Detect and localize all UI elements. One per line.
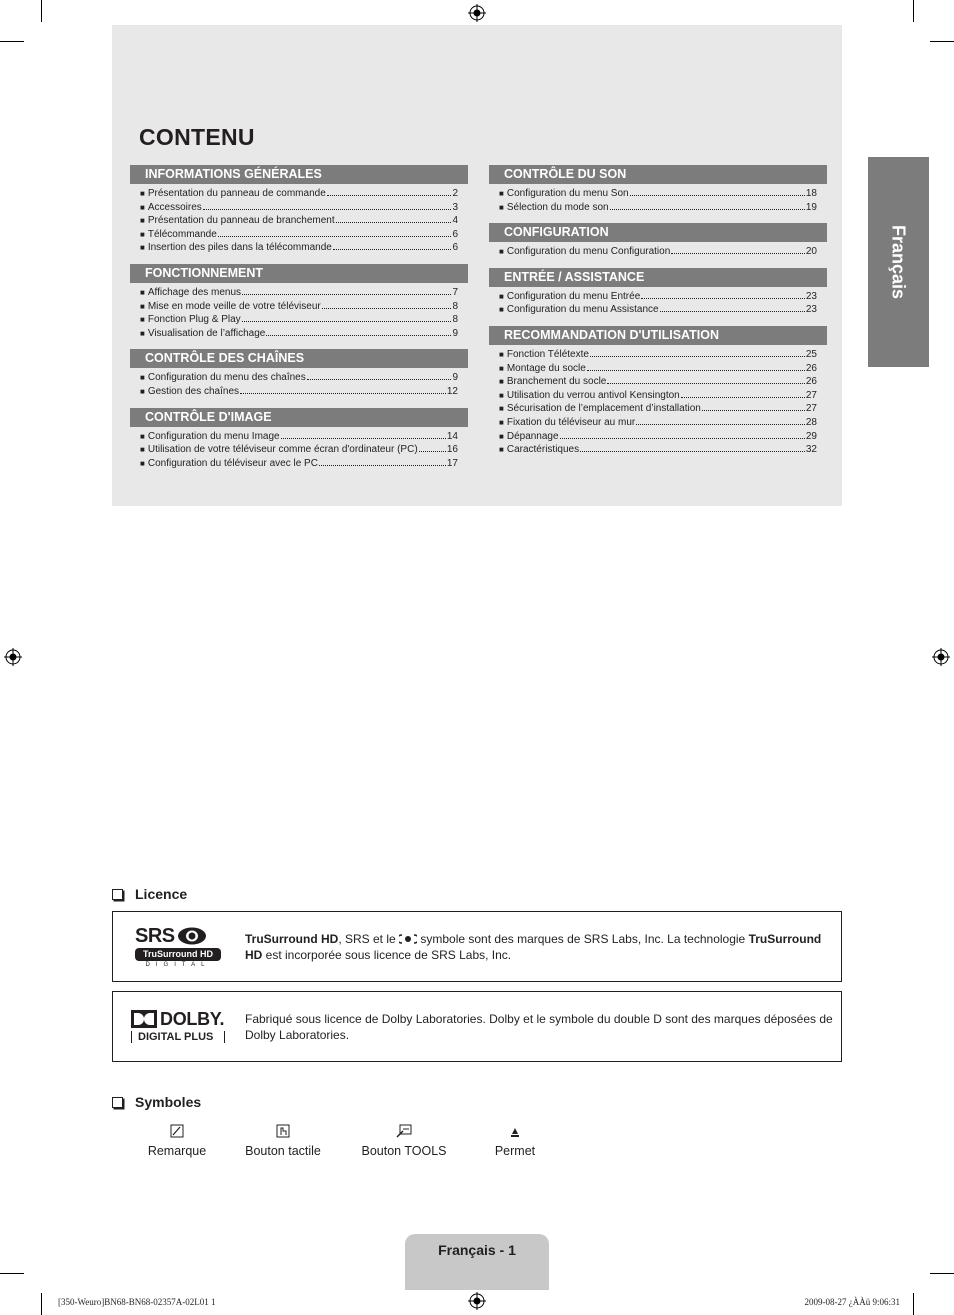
srs-inline-symbol-icon xyxy=(399,934,417,944)
touch-button-icon xyxy=(276,1124,290,1138)
toc-entry-page: 6 xyxy=(452,242,458,254)
symbol-note xyxy=(117,1120,237,1158)
toc-entry[interactable] xyxy=(489,187,827,201)
symbol-label: Bouton TOOLS xyxy=(361,1144,447,1158)
toc-entry-page: 4 xyxy=(452,215,458,227)
square-bullet-icon: ■ xyxy=(140,301,145,311)
toc-entry-page: 20 xyxy=(805,246,817,258)
square-bullet-icon: ■ xyxy=(140,315,145,325)
dolby-logo xyxy=(131,1010,231,1043)
toc-entry-label: Fixation du téléviseur au mur xyxy=(506,416,636,428)
dot-leader xyxy=(630,195,805,196)
toc-entry-label: Configuration du menu Image xyxy=(147,430,280,442)
step-icon xyxy=(509,1124,521,1138)
toc-entry[interactable] xyxy=(489,245,827,259)
toc-entry[interactable] xyxy=(130,457,468,471)
dot-leader xyxy=(336,222,452,223)
toc-section-heading: CONTRÔLE DU SON xyxy=(489,165,827,184)
square-bullet-icon: ■ xyxy=(140,189,145,198)
symbol-label: Permet xyxy=(494,1144,536,1158)
srs-text-bold: TruSurround HD xyxy=(245,932,339,946)
square-bullet-icon: ■ xyxy=(140,287,145,297)
toc-entry-page: 17 xyxy=(446,457,458,469)
toc-entry-label: Configuration du menu Configuration xyxy=(506,246,671,258)
toc-section-heading: CONFIGURATION xyxy=(489,223,827,242)
toc-entry-label: Présentation du panneau de branchement xyxy=(147,215,335,227)
toc-section-heading: RECOMMANDATION D'UTILISATION xyxy=(489,326,827,345)
toc-entry-label: Affichage des menus xyxy=(147,286,242,298)
crop-mark xyxy=(0,41,24,42)
footer-file-info: [350-Weuro]BN68-BN68-02357A-02L01 1 xyxy=(58,1297,216,1307)
toc-entry[interactable] xyxy=(489,375,827,389)
toc-entry[interactable] xyxy=(130,286,468,300)
crop-mark xyxy=(41,1293,42,1315)
square-bullet-icon: ■ xyxy=(499,349,504,359)
dot-leader xyxy=(641,298,805,299)
toc-entry-label: Fonction Plug & Play xyxy=(147,314,241,326)
footer-timestamp: 2009-08-27 ¿ÀÀü 9:06:31 xyxy=(804,1297,900,1307)
dot-leader xyxy=(242,294,451,295)
toc-entry-label: Sélection du mode son xyxy=(506,201,609,213)
srs-logo-sub: TruSurround HD xyxy=(135,948,221,961)
toc-entry-page: 19 xyxy=(805,201,817,213)
toc-right-column xyxy=(489,165,827,466)
toc-entry[interactable] xyxy=(130,214,468,228)
toc-entry-page: 25 xyxy=(805,348,817,360)
dot-leader xyxy=(660,311,805,312)
toc-entry[interactable] xyxy=(489,303,827,317)
dot-leader xyxy=(333,249,452,250)
square-bullet-icon: ■ xyxy=(499,417,504,427)
tools-button-icon xyxy=(396,1124,412,1138)
toc-entry-label: Configuration du menu Son xyxy=(506,188,629,199)
square-bullet-icon: ■ xyxy=(499,445,504,455)
square-bullet-icon: ■ xyxy=(140,243,145,253)
srs-text: , SRS et le xyxy=(338,932,400,946)
toc-entry[interactable] xyxy=(130,187,468,201)
crop-mark xyxy=(913,0,914,22)
toc-entry[interactable] xyxy=(489,430,827,444)
toc-entry[interactable] xyxy=(489,201,827,215)
toc-entry-label: Branchement du socle xyxy=(506,376,607,388)
registration-mark-icon xyxy=(4,648,22,666)
dot-leader xyxy=(203,209,452,210)
square-bullet-icon: ■ xyxy=(140,386,145,396)
toc-section-heading: FONCTIONNEMENT xyxy=(130,264,468,283)
dot-leader xyxy=(671,253,805,254)
toc-entry-label: Accessoires xyxy=(147,201,202,213)
toc-entry[interactable] xyxy=(489,443,827,457)
toc-entry-page: 27 xyxy=(805,389,817,401)
registration-mark-icon xyxy=(468,1292,486,1310)
toc-entry-page: 27 xyxy=(805,403,817,415)
dot-leader xyxy=(307,379,452,380)
dot-leader xyxy=(681,397,805,398)
toc-entry-page: 23 xyxy=(805,304,817,316)
toc-entry[interactable] xyxy=(130,385,468,399)
toc-section xyxy=(130,408,468,471)
toc-entry-label: Utilisation de votre téléviseur comme écran d'ordinateur (PC) xyxy=(147,444,418,456)
toc-entry-page: 8 xyxy=(452,300,458,312)
square-bullet-icon: ■ xyxy=(499,291,504,301)
square-bullet-icon: ■ xyxy=(499,305,504,315)
dot-leader xyxy=(322,308,452,309)
toc-section xyxy=(489,326,827,457)
dolby-licence-text: Fabriqué sous licence de Dolby Laboratories. Dolby et le symbole du double D sont des marques déposées de Dolby Laboratories. xyxy=(245,1012,833,1042)
srs-licence-text xyxy=(245,931,835,963)
toc-entry[interactable] xyxy=(489,362,827,376)
dot-leader xyxy=(281,438,446,439)
registration-mark-icon xyxy=(468,4,486,22)
toc-entry-page: 9 xyxy=(452,327,458,339)
srs-licence-box xyxy=(112,911,842,982)
square-bullet-icon: ■ xyxy=(499,390,504,400)
toc-entry-label: Montage du socle xyxy=(506,362,586,374)
toc-entry-label: Configuration du menu des chaînes xyxy=(147,372,306,384)
page-title: CONTENU xyxy=(139,124,255,150)
square-bullet-icon: ■ xyxy=(499,189,504,198)
toc-entry[interactable] xyxy=(130,371,468,385)
toc-section xyxy=(489,165,827,214)
square-bullet-icon: ■ xyxy=(499,247,504,257)
toc-entry-page: 2 xyxy=(452,188,458,199)
toc-entry[interactable] xyxy=(130,300,468,314)
dot-leader xyxy=(319,465,446,466)
toc-entry-page: 8 xyxy=(452,314,458,326)
symbol-touch-button xyxy=(223,1120,343,1158)
symbols-heading xyxy=(112,1094,201,1110)
toc-entry[interactable] xyxy=(130,443,468,457)
toc-entry[interactable] xyxy=(130,241,468,255)
toc-entry-label: Gestion des chaînes xyxy=(147,385,240,397)
toc-entry-page: 16 xyxy=(446,444,458,456)
checkbox-bullet-icon xyxy=(112,889,123,900)
toc-entry-label: Configuration du menu Assistance xyxy=(506,304,659,316)
square-bullet-icon: ■ xyxy=(140,373,145,383)
toc-section xyxy=(130,264,468,340)
language-tab xyxy=(868,157,929,367)
crop-mark xyxy=(930,41,954,42)
srs-logo-text: SRS xyxy=(135,925,175,947)
symbol-label: Bouton tactile xyxy=(245,1144,321,1158)
dolby-licence-box xyxy=(112,991,842,1062)
toc-entry-label: Fonction Télétexte xyxy=(506,348,589,360)
toc-entry-label: Sécurisation de l’emplacement d’installation xyxy=(506,403,701,415)
toc-entry[interactable] xyxy=(130,430,468,444)
crop-mark xyxy=(41,0,42,22)
language-tab-label: Français xyxy=(888,224,909,300)
dot-leader xyxy=(419,451,446,452)
checkbox-bullet-icon xyxy=(112,1097,123,1108)
toc-entry-page: 23 xyxy=(805,290,817,302)
dot-leader xyxy=(607,383,805,384)
toc-entry-label: Télécommande xyxy=(147,228,217,240)
toc-entry-page: 12 xyxy=(446,385,458,397)
toc-section xyxy=(130,349,468,398)
square-bullet-icon: ■ xyxy=(140,229,145,239)
toc-entry-page: 32 xyxy=(805,444,817,456)
srs-logo xyxy=(135,926,225,968)
toc-entry-page: 6 xyxy=(452,228,458,240)
toc-entry-label: Configuration du menu Entrée xyxy=(506,290,641,302)
toc-entry-page: 3 xyxy=(452,201,458,213)
dolby-logo-text: DOLBY. xyxy=(160,1009,225,1029)
square-bullet-icon: ■ xyxy=(140,202,145,212)
dot-leader xyxy=(560,438,805,439)
toc-entry[interactable] xyxy=(489,389,827,403)
toc-entry-page: 7 xyxy=(452,286,458,298)
square-bullet-icon: ■ xyxy=(499,431,504,441)
srs-text: symbole sont des marques de SRS Labs, Inc. La technologie xyxy=(417,932,749,946)
toc-entry-page: 26 xyxy=(805,362,817,374)
toc-entry[interactable] xyxy=(489,290,827,304)
licence-heading-text: Licence xyxy=(135,886,188,902)
page-number: Français - 1 xyxy=(438,1242,516,1258)
symbol-step xyxy=(455,1120,575,1158)
toc-entry[interactable] xyxy=(489,348,827,362)
toc-entry[interactable] xyxy=(130,201,468,215)
toc-section-heading: CONTRÔLE DES CHAÎNES xyxy=(130,349,468,368)
srs-text-bold: TruSurround HD xyxy=(245,932,822,962)
toc-section-heading: ENTRÉE / ASSISTANCE xyxy=(489,268,827,287)
symbols-heading-text: Symboles xyxy=(135,1094,202,1110)
toc-entry[interactable] xyxy=(130,313,468,327)
dot-leader xyxy=(580,451,805,452)
square-bullet-icon: ■ xyxy=(140,458,145,468)
srs-circle-icon xyxy=(177,927,207,945)
square-bullet-icon: ■ xyxy=(140,445,145,455)
toc-entry[interactable] xyxy=(489,402,827,416)
toc-section xyxy=(130,165,468,255)
toc-entry[interactable] xyxy=(489,416,827,430)
dot-leader xyxy=(240,393,446,394)
square-bullet-icon: ■ xyxy=(140,216,145,226)
toc-section xyxy=(489,223,827,259)
dolby-double-d-icon xyxy=(131,1010,157,1028)
square-bullet-icon: ■ xyxy=(499,404,504,414)
registration-mark-icon xyxy=(932,648,950,666)
square-bullet-icon: ■ xyxy=(499,363,504,373)
toc-entry-page: 29 xyxy=(805,430,817,442)
page-number-tab xyxy=(405,1234,549,1290)
toc-entry-label: Caractéristiques xyxy=(506,444,580,456)
toc-entry-label: Visualisation de l’affichage xyxy=(147,327,266,339)
dot-leader xyxy=(587,370,805,371)
toc-entry-label: Utilisation du verrou antivol Kensington xyxy=(506,389,680,401)
dot-leader xyxy=(702,410,805,411)
dot-leader xyxy=(218,236,452,237)
dot-leader xyxy=(242,321,452,322)
toc-entry-label: Configuration du téléviseur avec le PC xyxy=(147,457,318,469)
symbol-label: Remarque xyxy=(147,1144,207,1158)
toc-entry-page: 28 xyxy=(805,416,817,428)
dot-leader xyxy=(266,335,451,336)
toc-section-heading: INFORMATIONS GÉNÉRALES xyxy=(130,165,468,184)
toc-entry-page: 14 xyxy=(446,430,458,442)
toc-entry[interactable] xyxy=(130,228,468,242)
square-bullet-icon: ■ xyxy=(140,328,145,338)
dot-leader xyxy=(590,356,805,357)
toc-entry-label: Dépannage xyxy=(506,430,559,442)
licence-heading xyxy=(112,886,187,902)
dot-leader xyxy=(636,424,805,425)
dot-leader xyxy=(610,209,805,210)
toc-entry-page: 26 xyxy=(805,376,817,388)
square-bullet-icon: ■ xyxy=(140,431,145,441)
square-bullet-icon: ■ xyxy=(499,377,504,387)
toc-section xyxy=(489,268,827,317)
srs-text: est incorporée sous licence de SRS Labs, Inc. xyxy=(262,948,512,962)
toc-entry-page: 9 xyxy=(452,372,458,384)
toc-entry-label: Mise en mode veille de votre téléviseur xyxy=(147,300,321,312)
note-icon xyxy=(170,1124,184,1138)
srs-logo-sub2: DIGITAL xyxy=(145,962,211,968)
toc-section-heading: CONTRÔLE D'IMAGE xyxy=(130,408,468,427)
toc-entry[interactable] xyxy=(130,327,468,341)
toc-left-column xyxy=(130,165,468,479)
dot-leader xyxy=(327,195,452,196)
crop-mark xyxy=(930,1273,954,1274)
symbol-tools-button xyxy=(344,1120,464,1158)
crop-mark xyxy=(913,1293,914,1315)
square-bullet-icon: ■ xyxy=(499,202,504,212)
toc-entry-label: Présentation du panneau de commande xyxy=(147,188,326,199)
crop-mark xyxy=(0,1273,24,1274)
toc-entry-label: Insertion des piles dans la télécommande xyxy=(147,242,332,254)
toc-entry-page: 18 xyxy=(805,188,817,199)
dolby-logo-sub: DIGITAL PLUS xyxy=(131,1031,225,1043)
